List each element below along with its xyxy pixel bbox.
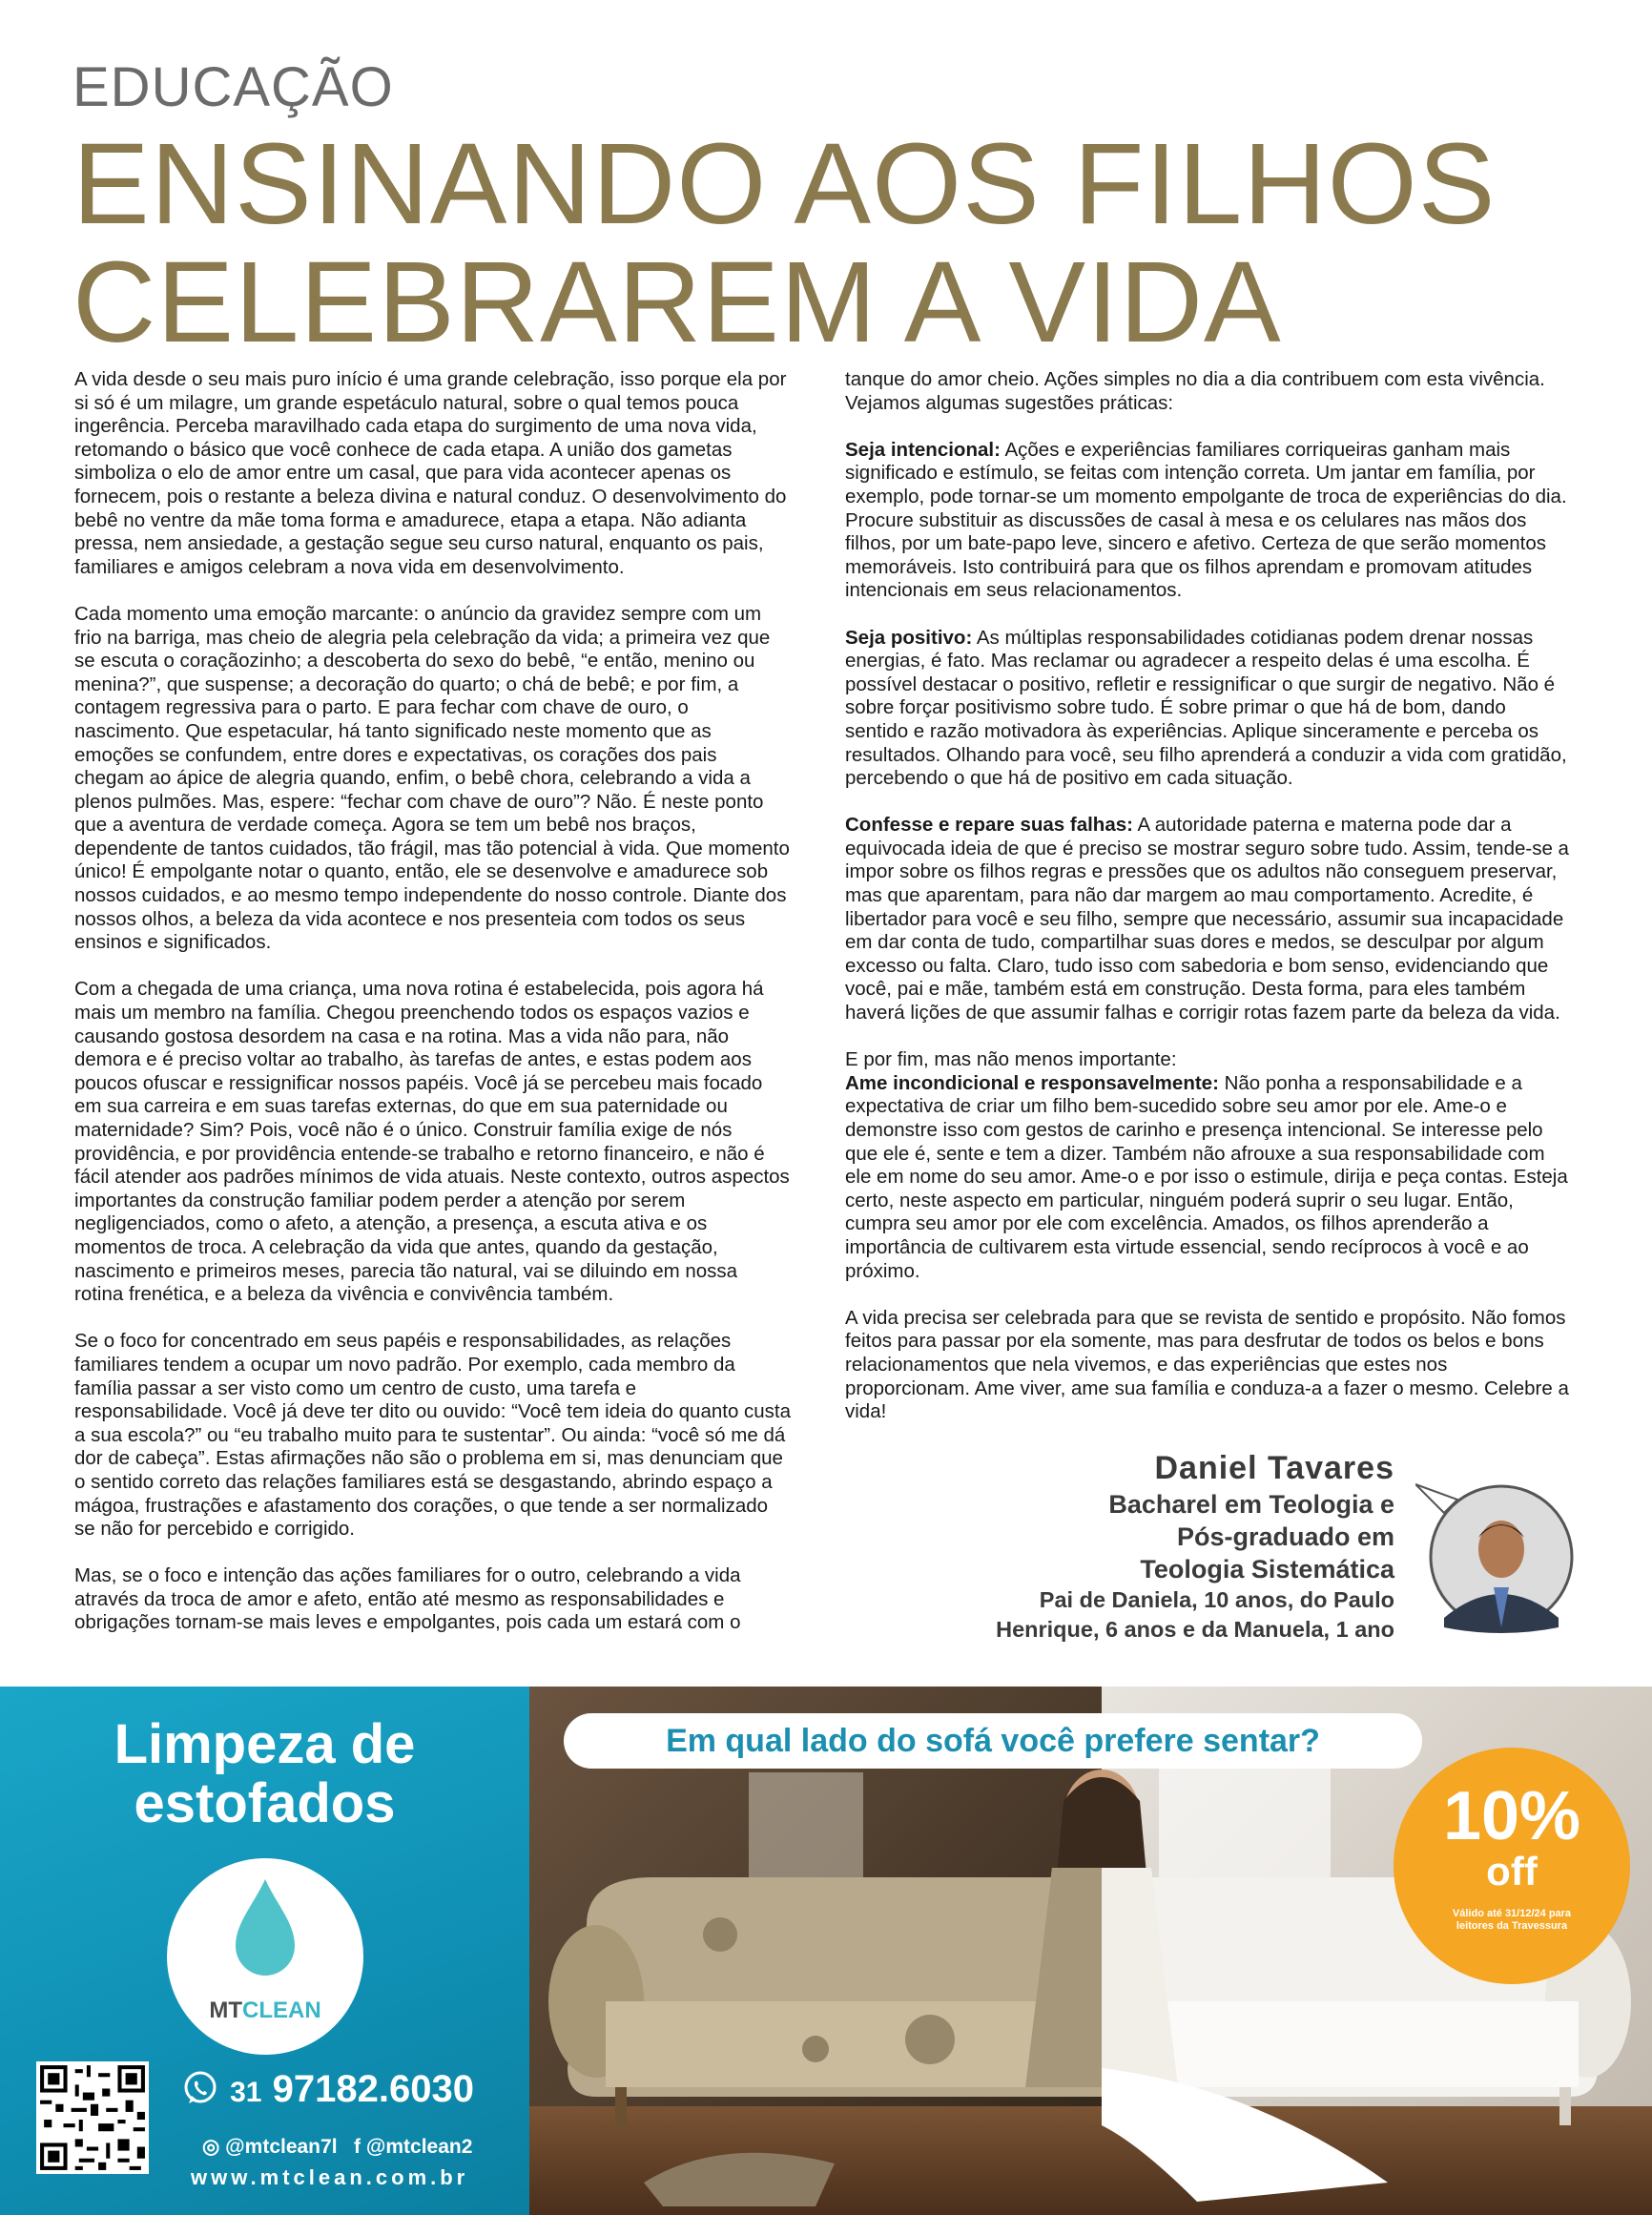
tip-text: Não ponha a responsabilidade e a expectativa de criar um filho bem-sucedido sobre seu amor por ele. Ame-o e demonstre isso com gestos de carinho e presença intencional. Se interesse pelo que ele é, sente e tem a dizer. Também não afrouxe a sua responsabilidade com ele em nome do seu amor. Ame-o e por isso o estimule, dirija e peça contas. Esteja certo, neste aspecto em particular, ninguém poderá suprir o seu lugar. Então, cumpra seu amor por ele com excelência. Amados, os filhos aprenderão a importância de cultivarem esta virtude essencial, sendo recíprocos à você e ao próximo.: [845, 1071, 1568, 1282]
tip-title: Confesse e repare suas falhas:: [845, 814, 1133, 837]
website-link[interactable]: www.mtclean.com.br: [191, 2165, 469, 2189]
brand-name-mt: MT: [209, 1998, 242, 2023]
headline: [72, 118, 1497, 366]
headline-line-1: ENSINANDO AOS FILHOS: [72, 118, 1497, 248]
instagram-icon: ◎: [202, 2136, 220, 2158]
author-family: Henrique, 6 anos e da Manuela, 1 ano: [996, 1617, 1394, 1642]
tagline-banner: Em qual lado do sofá você prefere sentar?: [564, 1713, 1422, 1769]
brand-name: [167, 1998, 363, 2024]
tip-text: Ações e experiências familiares corriqueiras ganham mais significado e estímulo, se feitas com intenção correta. Um jantar em família, por exemplo, pode tornar-se um momento empolgante de troca de experiências do dia. Procure substituir as discussões de casal à mesa e os celulares nas mãos dos filhos, por um bate-papo leve, sincero e afetivo. Certeza de que serão momentos memoráveis. Isto contribuirá para que os filhos aprendam e promovam atitudes intencionais em seus relacionamentos.: [845, 438, 1567, 602]
paragraph: Mas, se o foco e intenção das ações familiares for o outro, celebrando a vida através da troca de amor e afeto, então até mesmo as responsabilidades e obrigações tornam-se mais leves e empolgantes, pois cada um estará com o: [74, 1564, 741, 1634]
tip-title: Seja intencional:: [845, 438, 1001, 461]
tip-title: Ame incondicional e responsavelmente:: [845, 1071, 1219, 1094]
ad-title: [0, 1715, 529, 1833]
tip-paragraph: [845, 627, 1572, 791]
ad-title-line: estofados: [134, 1772, 396, 1834]
author-family: Pai de Daniela, 10 anos, do Paulo: [1039, 1587, 1394, 1612]
tip-text: A autoridade paterna e materna pode dar a equivocada ideia de que é preciso se mostrar seguro sobre tudo. Assim, tende-se a impor sobre os filhos regras e pressões que os adultos não conseguem preservar, mas que aparentam, para não dar margem ao mau comportamento. Acredite, é libertador para você e seu filho, sempre que necessário, assumir sua incapacidade em dar conta de tudo, compartilhar suas dores e medos, se desculpar por algum excesso ou falta. Claro, tudo isso com sabedoria e bom senso, evidenciando que você, pai e mãe, também está em construção. Desta forma, para eles também haverá lições de que assumir falhas e corrigir rotas fazem parte da beleza da vida.: [845, 814, 1569, 1025]
article-column-left: [74, 368, 792, 1659]
instagram-handle[interactable]: @mtclean7l: [225, 2136, 338, 2158]
tip-text: As múltiplas responsabilidades cotidianas podem drenar nossas energias, é fato. Mas reclamar ou agradecer a respeito delas é uma escolha. É possível destacar o positivo, refletir e ressignificar o que surgir de negativo. Não é sobre forçar positivismo sobre tudo. É sobre primar o que há de bom, dando sentido e razão motivadora às experiências. Aplique sinceramente e perceba os resultados. Olhando para você, seu filho aprenderá a conduzir a vida com gratidão, percebendo o que há de positivo em cada situação.: [845, 626, 1567, 790]
discount-percent: 10%: [1442, 1778, 1581, 1854]
social-handles: [202, 2135, 472, 2159]
paragraph: A vida desde o seu mais puro início é uma grande celebração, isso porque ela por si só é um milagre, um grande espetáculo natural, sobre o qual temos pouca ingerência. Perceba maravilhado cada etapa do surgimento de uma nova vida, retomando o básico que você conhece de cada etapa. A união dos gametas simboliza o elo de amor entre um casal, que para vida acontecer apenas os fornecem, pois o restante a beleza divina e natural conduz. O desenvolvimento do bebê no ventre da mãe toma forma e amadurece, etapa a etapa. Não adianta pressa, nem ansiedade, a gestação segue seu curso natural, enquanto os pais, familiares e amigos celebram a nova vida em desenvolvimento.: [74, 368, 787, 578]
paragraph: Com a chegada de uma criança, uma nova rotina é estabelecida, pois agora há mais um membro na família. Chegou preenchendo todos os espaços vazios e causando gostosa desordem na casa e na rotina. Mas a vida não para, não demora e é preciso voltar ao trabalho, às tarefas de antes, e estas podem aos poucos ofuscar e ressignificar nossos papéis. Você já se percebeu mais focado em sua carreira e em suas tarefas externas, do que em sua paternidade ou maternidade? Sim? Pois, você não é o único. Construir família exige de nós providência, e por providência entende-se trabalho e retorno financeiro, e não é fácil atender aos padrões mínimos de vida atuais. Neste contexto, outros aspectos importantes da construção familiar podem perder a atenção por serem negligenciados, como o afeto, a atenção, a presença, a escuta ativa e os momentos de troca. A celebração da vida que antes, quando da gestação, nascimento e primeiros meses, parecia tão natural, vai se diluindo em nossa rotina frenética, e a beleza da vivência e convivência também.: [74, 978, 790, 1306]
water-drop-icon: [167, 1858, 363, 1992]
discount-badge: [1394, 1748, 1630, 1984]
ad-brand-panel: [0, 1687, 529, 2215]
author-title: Pós-graduado em: [1176, 1522, 1394, 1551]
facebook-icon: f: [354, 2136, 361, 2158]
tip-paragraph: [845, 439, 1572, 603]
facebook-handle[interactable]: @mtclean2: [365, 2136, 473, 2158]
author-name: Daniel Tavares: [1154, 1450, 1394, 1486]
tip-paragraph: [845, 814, 1572, 1025]
tip-title: Seja positivo:: [845, 626, 973, 649]
phone-ddd: 31: [230, 2077, 262, 2108]
paragraph: tanque do amor cheio. Ações simples no dia a dia contribuem com esta vivência. Vejamos algumas sugestões práticas:: [845, 368, 1545, 414]
author-byline: [996, 1448, 1394, 1645]
brand-logo: [167, 1858, 363, 2055]
headline-line-2: CELEBRAREM A VIDA: [72, 237, 1282, 366]
article-column-right: [845, 368, 1572, 1447]
author-title: Teologia Sistemática: [1140, 1555, 1394, 1584]
ad-photo-panel: [529, 1687, 1652, 2215]
brand-name-clean: CLEAN: [241, 1998, 321, 2023]
ad-title-line: Limpeza de: [114, 1713, 416, 1775]
phone-number[interactable]: [181, 2068, 474, 2111]
discount-fine-print: Válido até 31/12/24 para leitores da Travessura: [1452, 1908, 1572, 1932]
advertisement: [0, 1687, 1652, 2215]
phone-digits: 97182.6030: [272, 2068, 474, 2110]
whatsapp-icon: [181, 2069, 219, 2107]
paragraph: Cada momento uma emoção marcante: o anúncio da gravidez sempre com um frio na barriga, mas cheio de alegria pela celebração da vida; a primeira vez que se escuta o coraçãozinho; a descoberta do sexo do bebê, “e então, menino ou menina?”, que suspense; a decoração do quarto; o chá de bebê; e por fim, a contagem regressiva para o parto. E para fechar com chave de ouro, o nascimento. Que espetacular, há tanto significado neste momento que as emoções se confundem, entre dores e expectativas, os corações dos pais chegam ao ápice de alegria quando, enfim, o bebê chora, celebrando a vida a plenos pulmões. Mas, espere: “fechar com chave de ouro”? Não. É neste ponto que a aventura de verdade começa. Agora se tem um bebê nos braços, dependente de tantos cuidados, tão frágil, mas tão potencial à vida. Que momento único! É empolgante notar o quanto, então, ele se desenvolve e amadurece sob nossos cuidados, e ao mesmo tempo independente do nosso controle. Diante dos nossos olhos, a beleza da vida acontece e nos presenteia com todos os seus ensinos e significados.: [74, 602, 790, 954]
author-title: Bacharel em Teologia e: [1108, 1490, 1394, 1519]
qr-code[interactable]: [36, 2061, 149, 2174]
discount-off: off: [1486, 1849, 1538, 1894]
paragraph: Se o foco for concentrado em seus papéis e responsabilidades, as relações familiares tendem a ocupar um novo padrão. Por exemplo, cada membro da família passar a ser visto como um centro de custo, uma tarefa e responsabilidade. Você já deve ter dito ou ouvido: “Você tem ideia do quanto custa a sua escola?” ou “eu trabalho muito para te sustentar”. Ou ainda: “você só me dá dor de cabeça”. Estas afirmações não são o problema em si, mas denunciam que o sentido correto das relações familiares está se desgastando, abrindo espaço a mágoa, frustrações e afastamento dos corações, o que tende a ser normalizado se não for percebido e corrigido.: [74, 1330, 792, 1541]
tip-lead: E por fim, mas não menos importante:: [845, 1048, 1177, 1071]
closing-paragraph: A vida precisa ser celebrada para que se revista de sentido e propósito. Não fomos feitos para passar por ela somente, mas para desfrutar de todos os belos e bons relacionamentos que nela vivemos, e das experiências que estes nos proporcionam. Ame viver, ame sua família e conduza-a a fazer o mesmo. Celebre a vida!: [845, 1306, 1569, 1423]
author-photo: [1415, 1475, 1580, 1639]
section-label: EDUCAÇÃO: [72, 56, 394, 118]
tip-paragraph: [845, 1048, 1572, 1283]
